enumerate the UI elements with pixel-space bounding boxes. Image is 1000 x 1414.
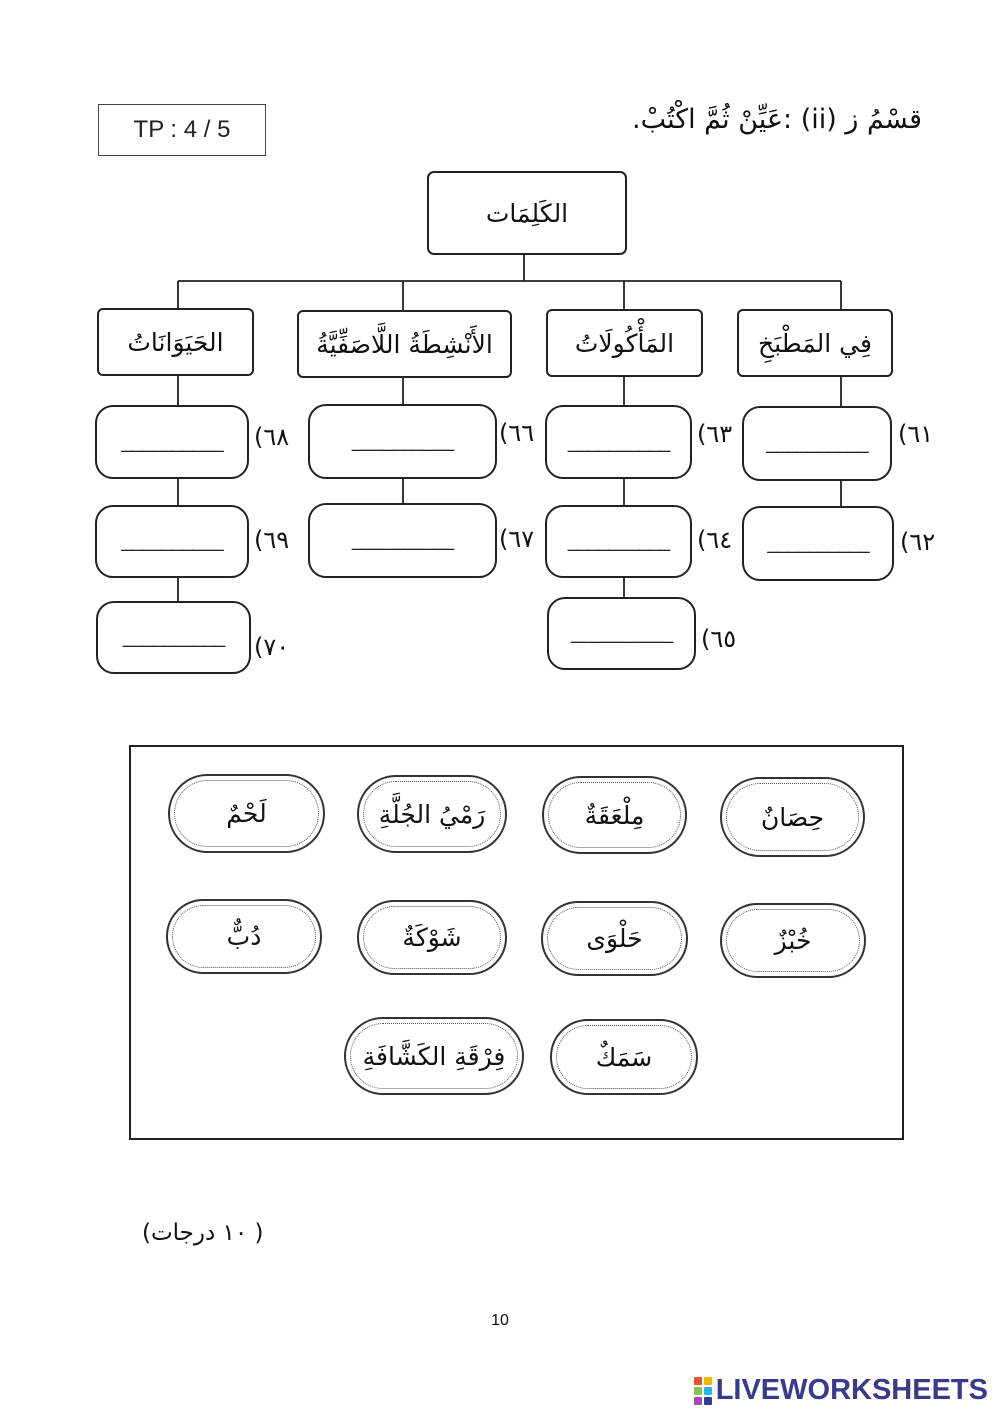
brand-name: LIVEWORKSHEETS xyxy=(715,1374,988,1406)
category-label: فِي المَطْبَخِ xyxy=(758,328,872,358)
tree-root-label: الكَلِمَات xyxy=(485,198,569,228)
category-cocurricular xyxy=(297,310,512,378)
category-foods xyxy=(546,309,703,377)
word-chip[interactable] xyxy=(357,900,507,975)
word-chip-label: فِرْقَةِ الكَشَّافَةِ xyxy=(362,1041,506,1071)
category-animals xyxy=(97,308,254,376)
answer-box-70[interactable] xyxy=(96,601,251,674)
word-chip-label: مِلْعَقَةٌ xyxy=(584,800,645,830)
answer-blank: __________ xyxy=(567,430,670,453)
word-chip[interactable] xyxy=(344,1017,524,1095)
word-chip-label: خُبْزٌ xyxy=(774,926,812,955)
tp-level-label: TP : 4 / 5 xyxy=(133,116,231,143)
word-chip[interactable] xyxy=(550,1019,698,1095)
question-number-62: ٦٢) xyxy=(900,528,936,556)
tree-root-box xyxy=(427,171,627,255)
answer-blank: __________ xyxy=(766,432,868,454)
word-chip[interactable] xyxy=(542,776,687,854)
page-number: 10 xyxy=(491,1312,509,1329)
word-chip[interactable] xyxy=(166,899,322,974)
word-chip[interactable] xyxy=(168,774,325,853)
question-number-67: ٦٧) xyxy=(499,525,535,553)
question-number-61: ٦١) xyxy=(898,420,934,448)
answer-box-65[interactable] xyxy=(547,597,696,670)
word-chip[interactable] xyxy=(357,775,507,853)
marks-label: ( ١٠ درجات) xyxy=(142,1220,264,1246)
question-number-65: ٦٥) xyxy=(701,625,737,653)
word-chip-label: دُبٌّ xyxy=(226,922,262,951)
logo-icon xyxy=(694,1377,712,1405)
answer-blank: __________ xyxy=(351,430,454,452)
category-kitchen xyxy=(737,309,893,377)
category-label: المَأْكُولَاتُ xyxy=(574,328,675,358)
answer-blank: __________ xyxy=(570,622,673,644)
word-chip-label: لَحْمٌ xyxy=(226,799,267,828)
word-chip[interactable] xyxy=(720,777,865,857)
question-number-63: ٦٣) xyxy=(697,420,733,448)
word-chip-label: سَمَكٌ xyxy=(595,1042,653,1072)
answer-box-64[interactable] xyxy=(545,505,692,578)
word-chip[interactable] xyxy=(541,901,688,976)
section-instruction: قسْمُ ز (ii) :عَيِّنْ ثُمَّ اكْتُبْ. xyxy=(632,104,922,135)
answer-blank: __________ xyxy=(567,530,670,552)
question-number-68: ٦٨) xyxy=(254,423,290,451)
answer-blank: __________ xyxy=(351,529,454,551)
answer-box-62[interactable] xyxy=(742,506,894,581)
word-chip-label: حَلْوَى xyxy=(586,924,643,953)
category-label: الحَيَوَانَاتُ xyxy=(127,327,224,357)
word-chip[interactable] xyxy=(720,903,866,978)
answer-box-63[interactable] xyxy=(545,405,692,479)
category-label: الأَنْشِطَةُ اللَّاصَفِّيَّةُ xyxy=(316,329,493,359)
answer-box-68[interactable] xyxy=(95,405,249,479)
question-number-69: ٦٩) xyxy=(254,526,290,554)
answer-box-61[interactable] xyxy=(742,406,892,481)
question-number-70: ٧٠) xyxy=(254,633,290,661)
answer-blank: __________ xyxy=(121,530,223,552)
question-number-64: ٦٤) xyxy=(697,526,733,554)
question-number-66: ٦٦) xyxy=(499,419,535,447)
word-chip-label: شَوْكَةٌ xyxy=(402,923,462,952)
answer-box-69[interactable] xyxy=(95,505,249,578)
answer-box-67[interactable] xyxy=(308,503,497,578)
answer-blank: __________ xyxy=(121,430,223,453)
answer-blank: __________ xyxy=(122,626,225,648)
answer-box-66[interactable] xyxy=(308,404,497,479)
answer-blank: __________ xyxy=(767,532,869,554)
word-chip-label: رَمْيُ الجُلَّةِ xyxy=(378,799,486,829)
word-chip-label: حِصَانٌ xyxy=(760,802,825,832)
liveworksheets-logo xyxy=(694,1374,988,1407)
